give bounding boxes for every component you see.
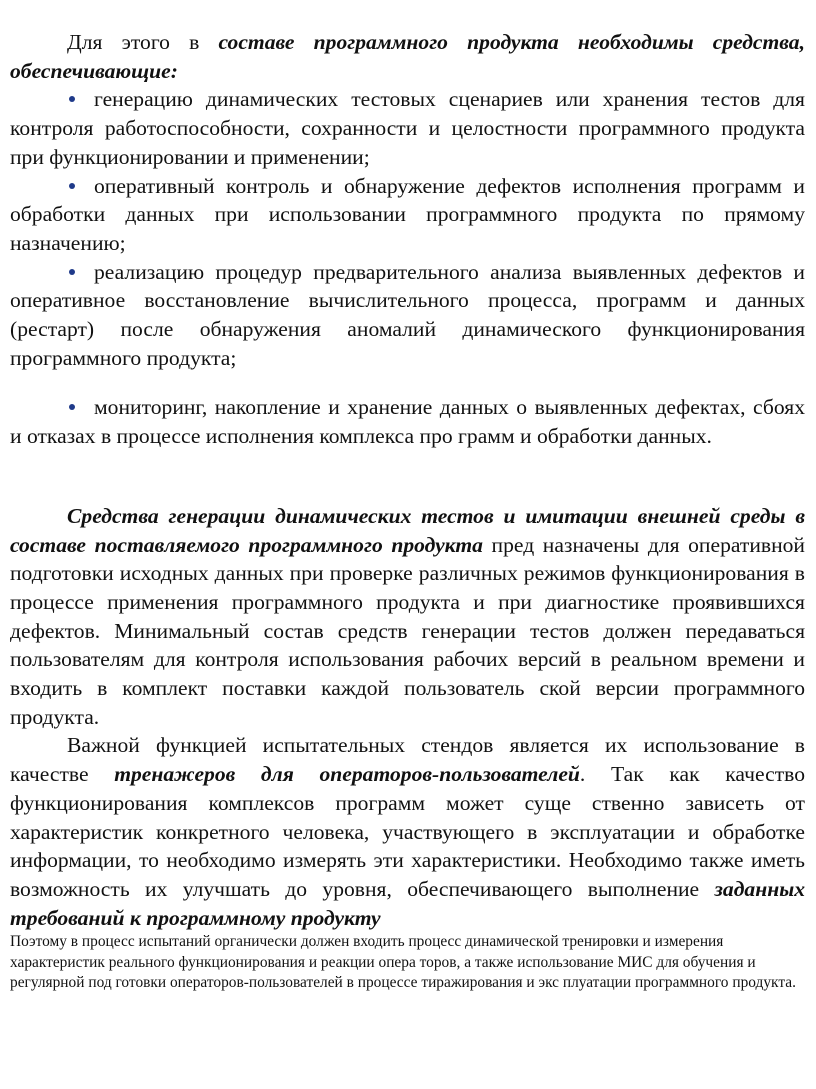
footnote-paragraph: Поэтому в процесс испытаний органически должен входить процесс динамической тренировки и измерения характеристик реального функционирования и реакции опера торов, а также использование МИС для обучения и регулярной под готовки операторов-пользователей в процессе тиражирования и экс плуатации программного продукта. bbox=[10, 933, 796, 992]
section3-paragraph bbox=[10, 731, 805, 932]
bullet-text: мониторинг, накопление и хранение данных о выявленных дефектах, сбоях и отказах в процессе исполнения комплекса про грамм и обработки данных. bbox=[10, 395, 805, 449]
bullet-text: оперативный контроль и обнаружение дефектов исполнения программ и обработки данных при использовании программного продукта по прямому назначению; bbox=[10, 173, 805, 255]
spacer bbox=[10, 372, 805, 393]
section2-text: пред назначены для оперативной подготовки исходных данных при проверке различных режимов функционирования в процессе применения программного продукта и при диагностике проявившихся дефектов. Минимальный состав средств генерации тестов должен передаваться пользователям для контроля использования рабочих версий в реальном времени и входить в комплект поставки каждой пользователь ской версии программного продукта. bbox=[10, 532, 805, 729]
section2-paragraph bbox=[10, 502, 805, 732]
intro-lead: Для этого в bbox=[67, 30, 219, 54]
intro-paragraph bbox=[10, 28, 805, 85]
bullet-item bbox=[10, 393, 805, 450]
bullet-text: реализацию процедур предварительного анализа выявленных дефектов и оперативное восстановление вычислительного процесса, программ и данных (рестарт) после обнаружения аномалий динамического функционирования программного продукта; bbox=[10, 259, 805, 370]
intro-emphasis: составе программного продукта необходимы средства, обеспечивающие: bbox=[10, 30, 805, 83]
spacer bbox=[10, 451, 805, 502]
section3-emphasis2: заданных требований к программному продукту bbox=[10, 876, 805, 930]
section2-emphasis: Средства генерации динамических тестов и имитации внешней среды в составе поставляемого программного продукта bbox=[10, 503, 805, 557]
section3-text1: Важной функцией испытательных стендов является их использование в качестве bbox=[10, 733, 805, 787]
section3-text2: . Так как качество функционирования комплексов программ может суще ственно зависеть от характеристик конкретного человека, участвующего в эксплуатации и обработке информации, то необходимо измерять эти характеристики. Необходимо также иметь возможность их улучшать до уровня, обеспечивающего выполнение bbox=[10, 762, 805, 901]
section3-emphasis1: тренажеров для операторов-пользователей bbox=[114, 762, 580, 787]
bullet-item bbox=[10, 85, 805, 171]
bullet-icon bbox=[69, 183, 75, 189]
bullet-icon bbox=[69, 269, 75, 275]
bullet-icon bbox=[69, 404, 75, 410]
bullet-icon bbox=[69, 96, 75, 102]
document-page bbox=[10, 28, 805, 994]
bullet-item bbox=[10, 172, 805, 258]
bullet-text: генерацию динамических тестовых сценариев или хранения тестов для контроля работоспособности, сохранности и целостности программного продукта при функционировании и применении; bbox=[10, 87, 805, 169]
bullet-item bbox=[10, 258, 805, 373]
